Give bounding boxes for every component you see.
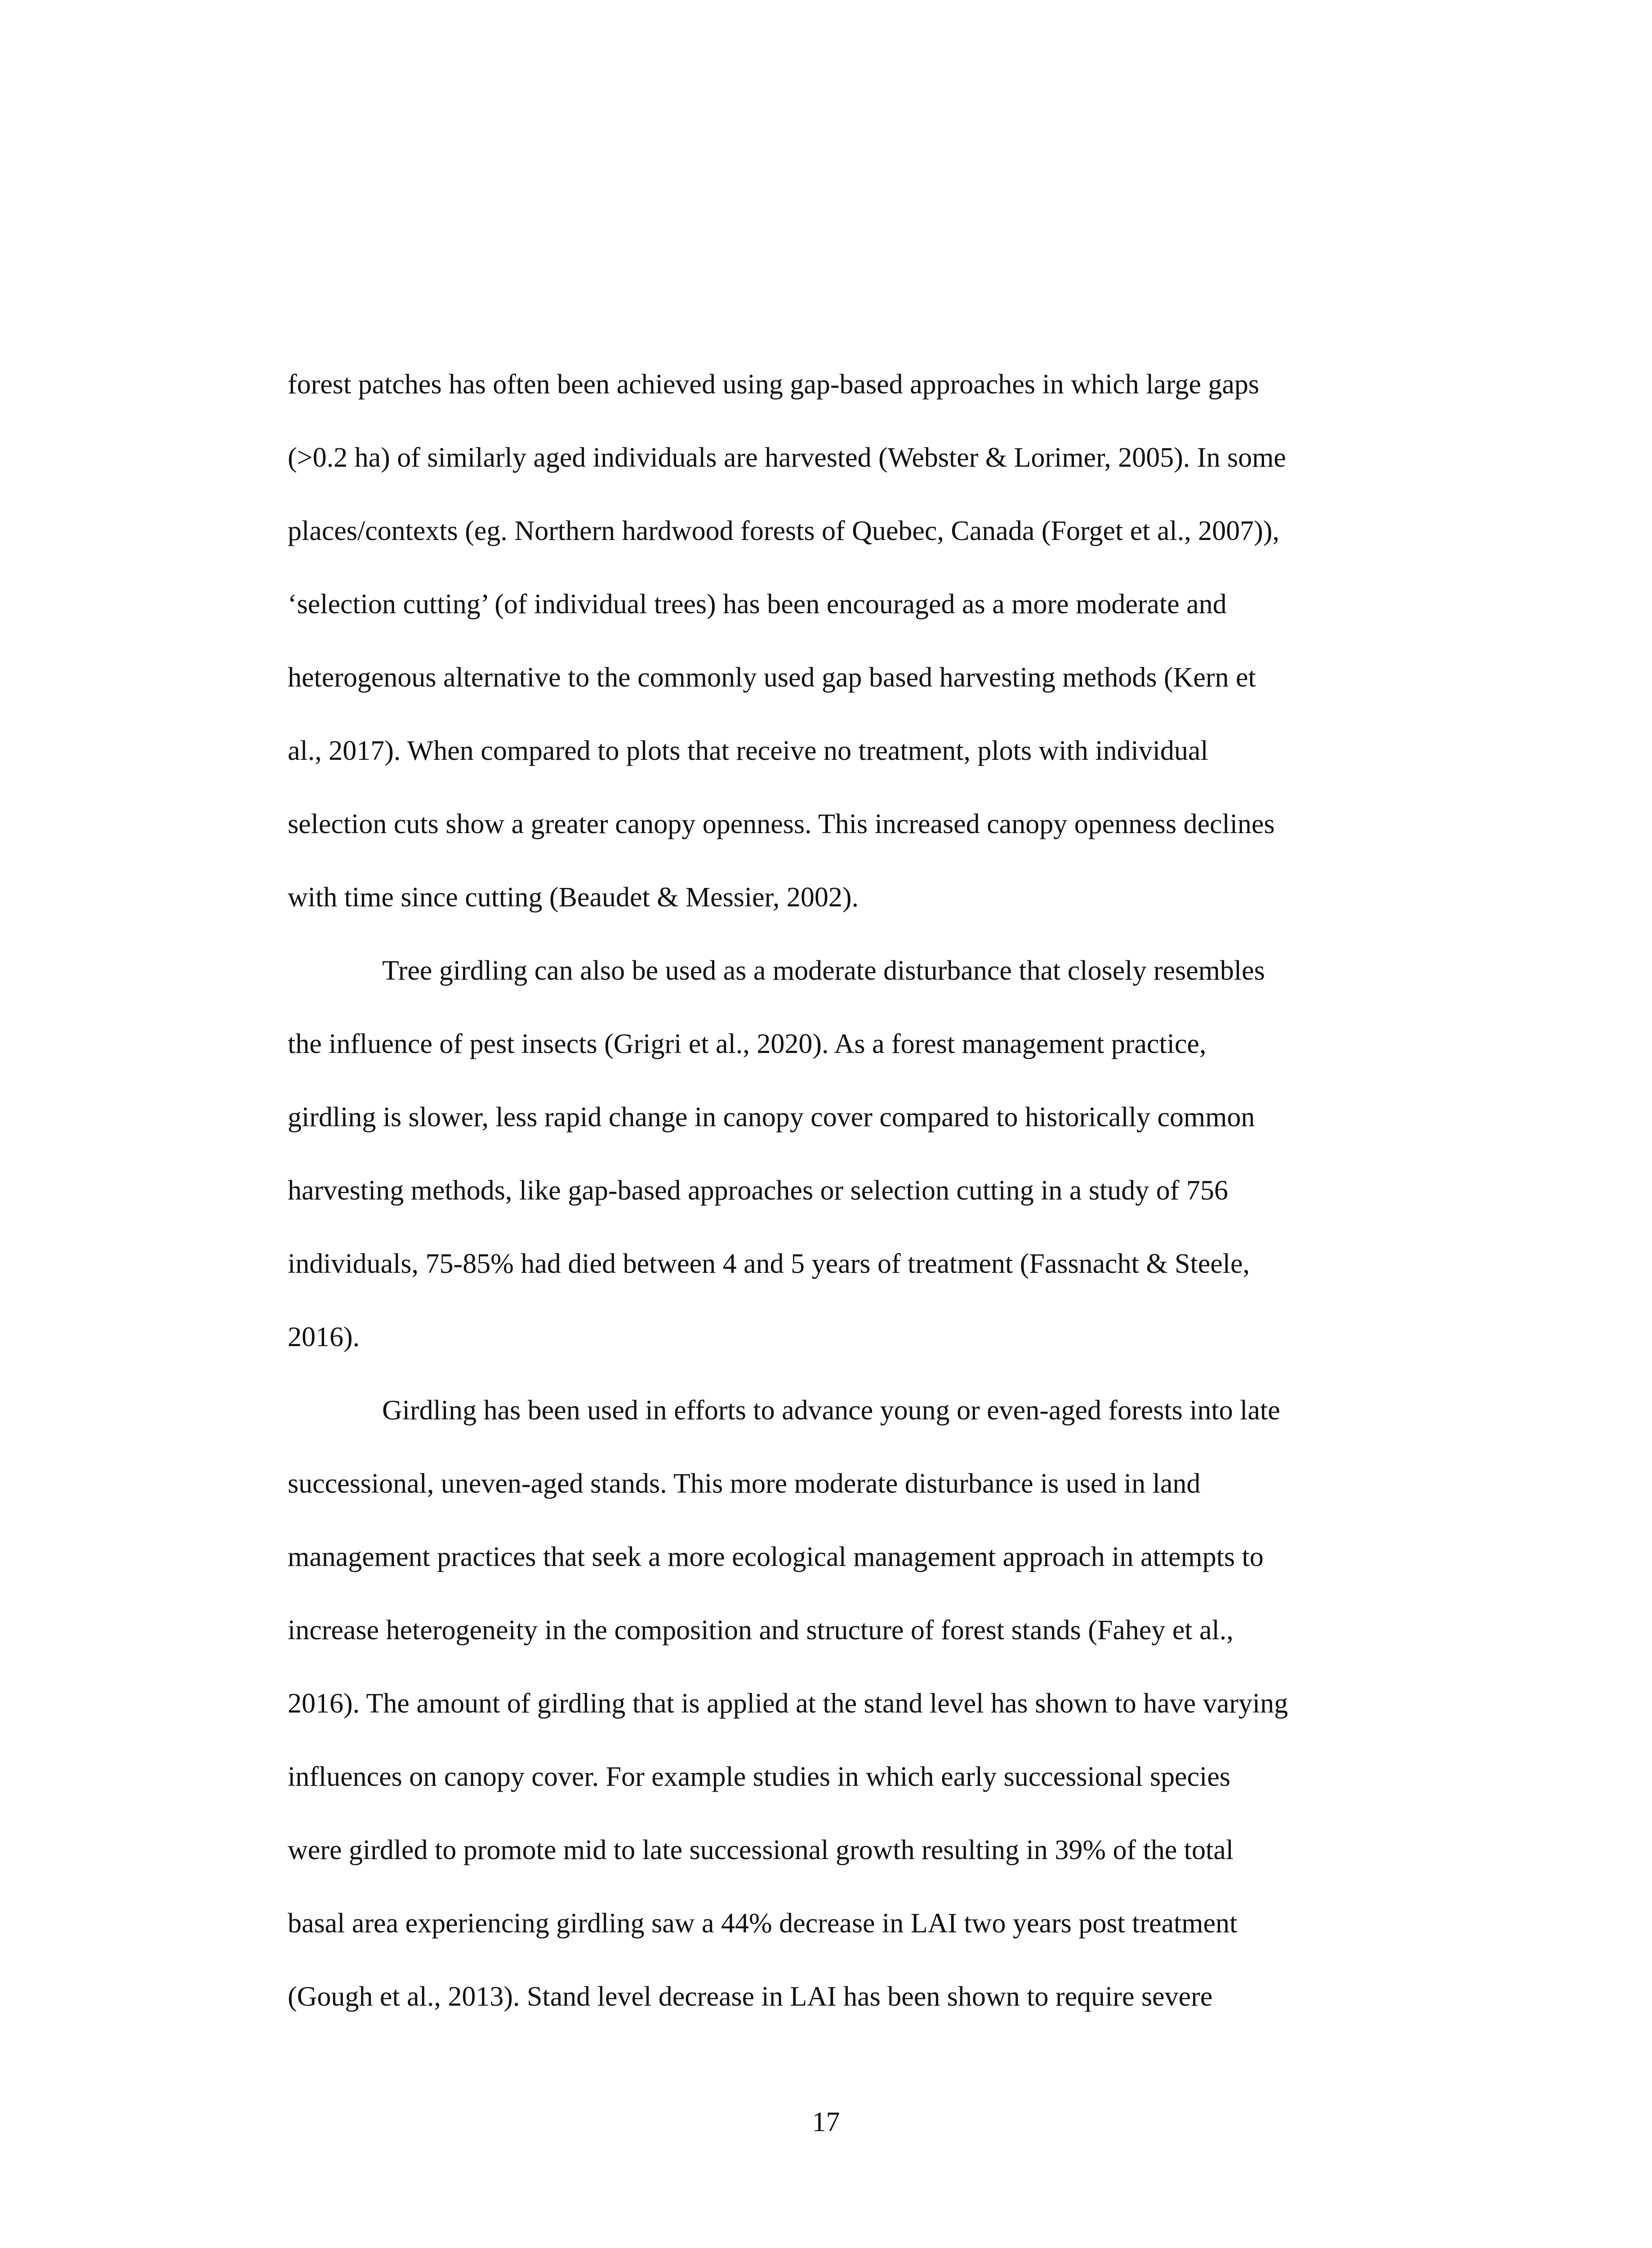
body-text-line: al., 2017). When compared to plots that receive no treatment, plots with individual [288, 736, 1208, 766]
body-text-line: harvesting methods, like gap-based approaches or selection cutting in a study of 756 [288, 1175, 1228, 1206]
body-text-line: ‘selection cutting’ (of individual trees) has been encouraged as a more moderate and [288, 589, 1227, 620]
body-text-line: increase heterogeneity in the composition and structure of forest stands (Fahey et al., [288, 1615, 1233, 1646]
body-text-line: (>0.2 ha) of similarly aged individuals are harvested (Webster & Lorimer, 2005). In some [288, 442, 1286, 473]
body-text-line: 2016). [288, 1322, 360, 1352]
body-text-line: influences on canopy cover. For example studies in which early successional species [288, 1762, 1231, 1792]
body-text-line: heterogenous alternative to the commonly used gap based harvesting methods (Kern et [288, 662, 1256, 693]
body-text-line: the influence of pest insects (Grigri et al., 2020). As a forest management practice, [288, 1029, 1207, 1059]
page-number: 17 [812, 2107, 840, 2137]
body-text-line: (Gough et al., 2013). Stand level decrease in LAI has been shown to require severe [288, 1981, 1213, 2012]
body-text-line: selection cuts show a greater canopy openness. This increased canopy openness declines [288, 809, 1275, 839]
body-text-line: basal area experiencing girdling saw a 44% decrease in LAI two years post treatment [288, 1908, 1238, 1939]
body-text-line: 2016). The amount of girdling that is applied at the stand level has shown to have varying [288, 1688, 1288, 1719]
body-text-line: management practices that seek a more ecological management approach in attempts to [288, 1542, 1264, 1572]
body-text-line: with time since cutting (Beaudet & Messier, 2002). [288, 882, 859, 913]
body-text-line: girdling is slower, less rapid change in canopy cover compared to historically common [288, 1102, 1255, 1133]
paragraph-first-line: Girdling has been used in efforts to advance young or even-aged forests into late [382, 1395, 1280, 1426]
paragraph-first-line: Tree girdling can also be used as a moderate disturbance that closely resembles [382, 955, 1265, 986]
body-text-line: were girdled to promote mid to late successional growth resulting in 39% of the total [288, 1835, 1234, 1865]
body-text-line: individuals, 75-85% had died between 4 and 5 years of treatment (Fassnacht & Steele, [288, 1249, 1250, 1279]
body-text-line: forest patches has often been achieved using gap-based approaches in which large gaps [288, 369, 1260, 400]
body-text-line: successional, uneven-aged stands. This more moderate disturbance is used in land [288, 1468, 1201, 1499]
body-text-line: places/contexts (eg. Northern hardwood forests of Quebec, Canada (Forget et al., 2007)), [288, 516, 1280, 546]
